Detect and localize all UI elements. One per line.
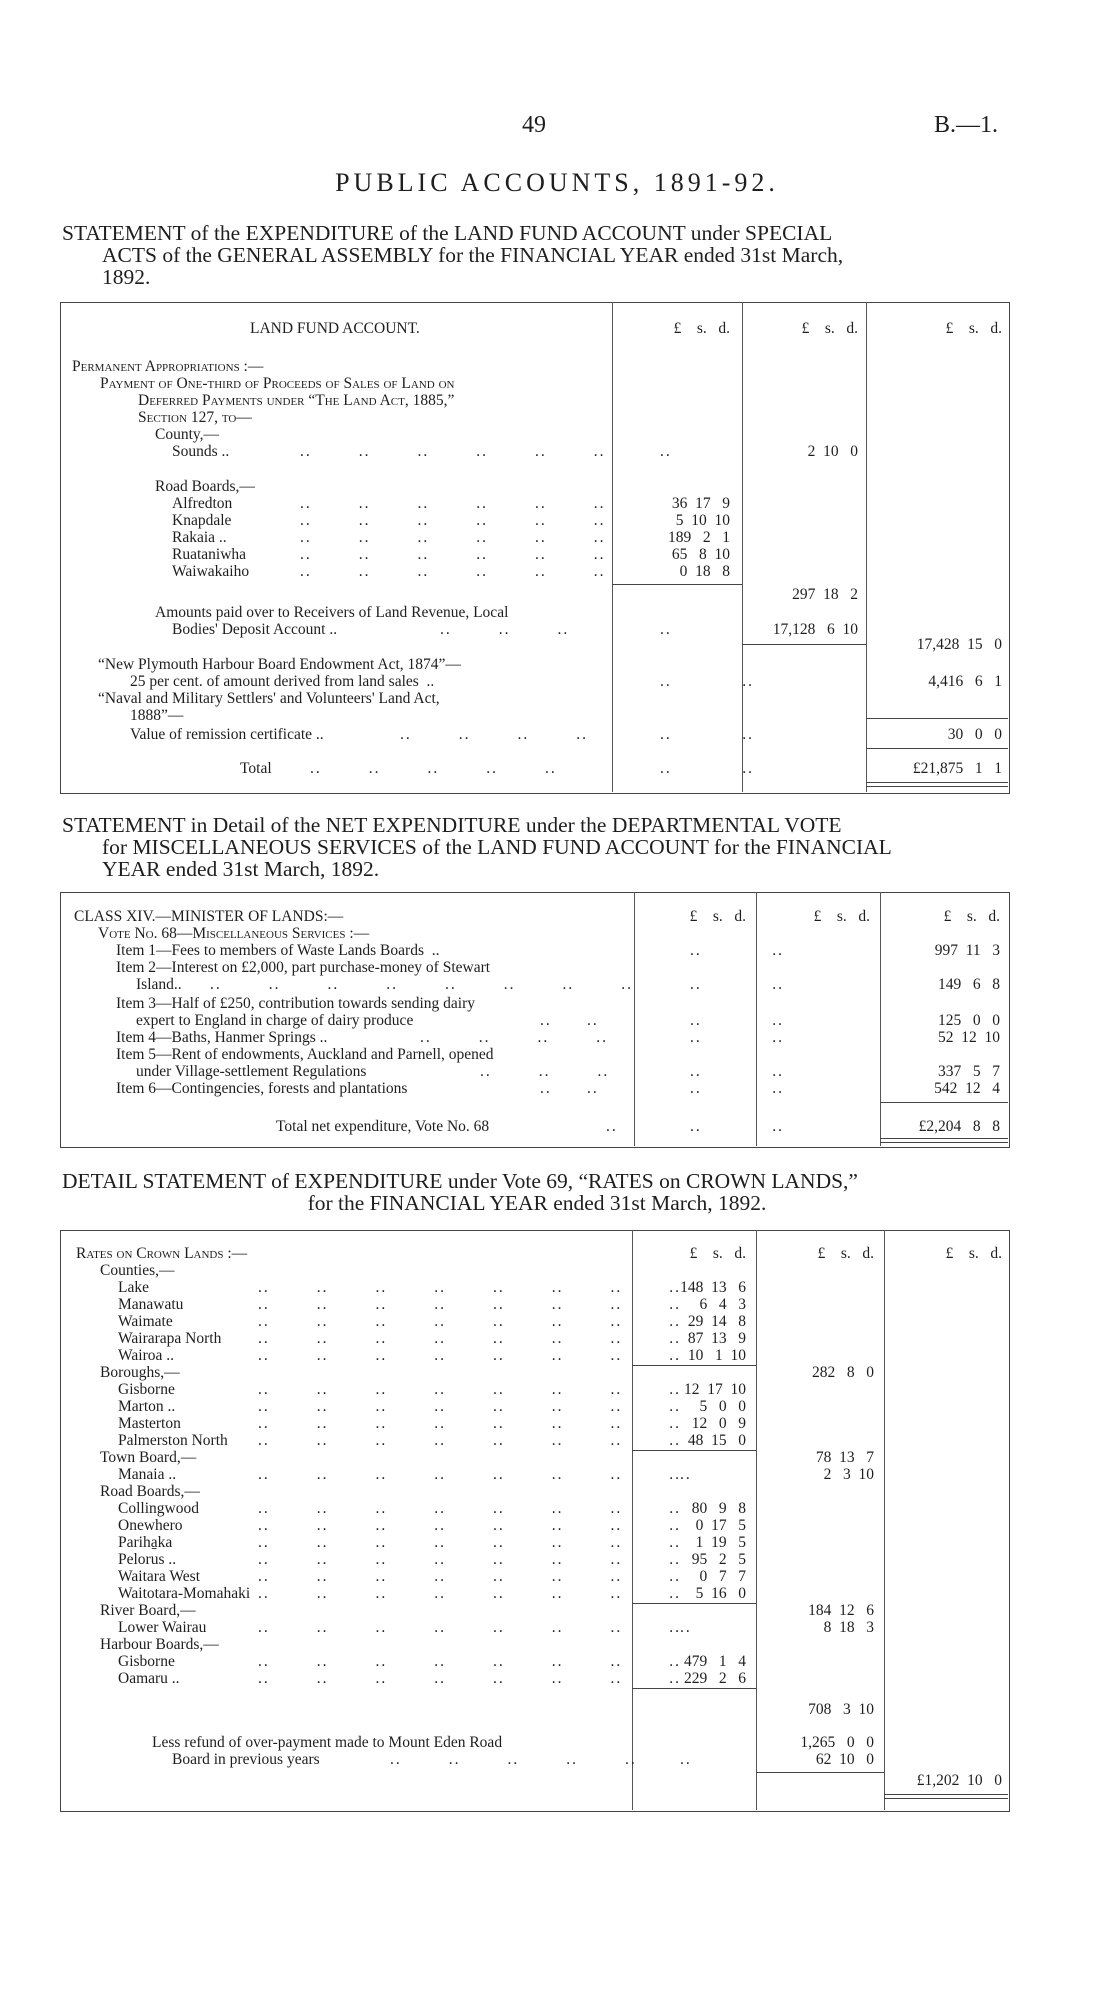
s1-heading-line: 1892. bbox=[102, 265, 151, 289]
leader-dots: .. .. bbox=[690, 1118, 784, 1135]
s2-heading-line: YEAR ended 31st March, 1892. bbox=[102, 857, 380, 881]
leader-dots: .. .. .. .. .. .. .. .. bbox=[258, 1432, 681, 1449]
s3-row-name: Manawatu bbox=[118, 1296, 184, 1313]
s1-payment-line: Section 127, to— bbox=[138, 409, 252, 426]
leader-dots: .. .. .. .. .. .. .. .. bbox=[258, 1415, 681, 1432]
s3-group-total: 708 3 10 bbox=[808, 1701, 874, 1718]
s3-heading-line: for the FINANCIAL YEAR ended 31st March, 1892. bbox=[307, 1191, 767, 1215]
s3-col-divider bbox=[884, 1230, 885, 1810]
s2-col-head-b: £ s. d. bbox=[813, 908, 870, 925]
leader-dots: .. bbox=[680, 1751, 692, 1768]
s1-amounts-value: 17,128 6 10 bbox=[772, 621, 858, 638]
leader-dots: .. .. bbox=[540, 1080, 599, 1097]
s3-row-name: Lake bbox=[118, 1279, 149, 1296]
s2-item-amount: 149 6 8 bbox=[938, 976, 1000, 993]
s2-item: under Village-settlement Regulations bbox=[136, 1063, 367, 1080]
s1-amounts-line: Amounts paid over to Receivers of Land Revenue, Local bbox=[155, 604, 509, 621]
s3-row-name: Waimate bbox=[118, 1313, 173, 1330]
s2-item: Item 1—Fees to members of Waste Lands Boards .. bbox=[116, 942, 440, 959]
s2-item: Item 6—Contingencies, forests and plantations bbox=[116, 1080, 408, 1097]
s1-sounds-label: Sounds .. bbox=[172, 443, 230, 460]
s3-row-amount: 48 15 0 bbox=[687, 1432, 746, 1449]
s1-rb-name: Knapdale bbox=[172, 512, 232, 529]
s3-refund-value: 62 10 0 bbox=[815, 1751, 874, 1768]
s1-total-value: £21,875 1 1 bbox=[912, 760, 1002, 777]
rule bbox=[612, 584, 742, 585]
rule bbox=[756, 1772, 884, 1773]
s2-col-head-c: £ s. d. bbox=[943, 908, 1000, 925]
leader-dots: .. .. .. .. .. .. .. .. bbox=[258, 1670, 681, 1687]
leader-dots: .. .. bbox=[690, 1012, 784, 1029]
s3-row-amount: 148 13 6 bbox=[680, 1279, 746, 1296]
s2-item: Item 5—Rent of endowments, Auckland and Parnell, opened bbox=[116, 1046, 494, 1063]
rule bbox=[880, 1102, 1008, 1103]
s1-total-label: Total bbox=[240, 760, 272, 777]
s1-np-line: 25 per cent. of amount derived from land sales .. bbox=[130, 673, 435, 690]
s3-col-divider bbox=[756, 1230, 757, 1810]
s3-row-amount: 80 9 8 bbox=[691, 1500, 746, 1517]
page-number: 49 bbox=[522, 112, 546, 138]
s1-subtotal: 17,428 15 0 bbox=[916, 636, 1002, 653]
leader-dots: .. bbox=[680, 1619, 692, 1636]
leader-dots: .. .. .. bbox=[440, 621, 570, 638]
s1-amounts-line: Bodies' Deposit Account .. bbox=[172, 621, 338, 638]
s2-item: Item 3—Half of £250, contribution towards sending dairy bbox=[116, 995, 476, 1012]
s3-group-label: Boroughs,— bbox=[100, 1364, 180, 1381]
s3-row-name: Pariha̱ka bbox=[118, 1534, 173, 1551]
leader-dots: .. .. bbox=[690, 942, 784, 959]
s2-heading bbox=[62, 814, 1012, 880]
s3-group-label: Counties,— bbox=[100, 1262, 175, 1279]
s2-total-value: £2,204 8 8 bbox=[918, 1118, 1000, 1135]
s3-group-label: Road Boards,— bbox=[100, 1483, 200, 1500]
s3-row-name: Masterton bbox=[118, 1415, 181, 1432]
s2-vote-label: Vote No. 68—Miscellaneous Services :— bbox=[98, 925, 370, 942]
leader-dots: .. .. bbox=[690, 1080, 784, 1097]
s3-row-amount: 229 2 6 bbox=[684, 1670, 746, 1687]
s3-group-total: 78 13 7 bbox=[815, 1449, 874, 1466]
leader-dots: .. .. .. .. .. .. bbox=[300, 443, 606, 460]
s1-rb-total: 297 18 2 bbox=[792, 586, 858, 603]
s2-col-divider bbox=[634, 892, 635, 1146]
s3-less-line: Board in previous years bbox=[172, 1751, 320, 1768]
s3-row-name: Pelorus .. bbox=[118, 1551, 177, 1568]
s3-group-total: 184 12 6 bbox=[808, 1602, 874, 1619]
leader-dots: .. .. .. .. .. .. .. .. bbox=[258, 1585, 681, 1602]
double-rule bbox=[866, 782, 1008, 787]
s3-row-name: Gisborne bbox=[118, 1653, 175, 1670]
leader-dots: .. .. .. .. .. .. .. .. bbox=[258, 1398, 681, 1415]
s2-item-amount: 52 12 10 bbox=[938, 1029, 1000, 1046]
s3-group-label: Harbour Boards,— bbox=[100, 1636, 219, 1653]
s1-rb-name: Rakaia .. bbox=[172, 529, 227, 546]
s2-heading-line: for MISCELLANEOUS SERVICES of the LAND FUND ACCOUNT for the FINANCIAL bbox=[102, 835, 892, 859]
s2-item: Island.. bbox=[136, 976, 182, 993]
s2-item-amount: 125 0 0 bbox=[938, 1012, 1000, 1029]
s3-row-amount: 8 18 3 bbox=[823, 1619, 874, 1636]
s1-rb-amount: 36 17 9 bbox=[671, 495, 730, 512]
s3-col-head-a: £ s. d. bbox=[689, 1245, 746, 1262]
leader-dots: .. .. .. .. .. .. .. .. bbox=[258, 1347, 681, 1364]
rule bbox=[742, 644, 866, 645]
rule bbox=[632, 1450, 756, 1451]
rule bbox=[866, 748, 1008, 749]
s1-road-boards-label: Road Boards,— bbox=[155, 478, 255, 495]
leader-dots: .. .. .. .. bbox=[420, 1029, 608, 1046]
leader-dots: .. .. bbox=[690, 976, 784, 993]
document-reference: B.—1. bbox=[934, 112, 999, 138]
s3-row-name: Palmerston North bbox=[118, 1432, 228, 1449]
leader-dots: .. .. .. .. .. .. .. .. bbox=[258, 1381, 681, 1398]
rule bbox=[632, 1603, 756, 1604]
s3-row-name: Onewhero bbox=[118, 1517, 183, 1534]
leader-dots: .. .. .. .. .. bbox=[390, 1751, 637, 1768]
s1-heading-line: ACTS of the GENERAL ASSEMBLY for the FINANCIAL YEAR ended 31st March, bbox=[102, 243, 844, 267]
s1-rb-amount: 5 10 10 bbox=[675, 512, 730, 529]
s1-heading-line: STATEMENT of the EXPENDITURE of the LAND FUND ACCOUNT under SPECIAL bbox=[62, 221, 833, 245]
s3-row-name: Gisborne bbox=[118, 1381, 175, 1398]
leader-dots: .. .. .. .. .. .. .. .. bbox=[258, 1619, 681, 1636]
rule bbox=[866, 718, 1008, 719]
rule bbox=[632, 1688, 756, 1689]
s3-row-name: Manaia .. bbox=[118, 1466, 177, 1483]
s3-row-name: Waitotara-Momahaki bbox=[118, 1585, 251, 1602]
s1-col-head-a: £ s. d. bbox=[673, 320, 730, 337]
s2-item: Item 4—Baths, Hanmer Springs .. bbox=[116, 1029, 328, 1046]
s3-row-amount: 1 19 5 bbox=[695, 1534, 746, 1551]
s1-payment-line: Deferred Payments under “The Land Act, 1885,” bbox=[138, 392, 455, 409]
leader-dots: .. bbox=[680, 1466, 692, 1483]
leader-dots: .. .. .. bbox=[480, 1063, 610, 1080]
double-rule bbox=[880, 1138, 1008, 1143]
s1-rb-amount: 65 8 10 bbox=[671, 546, 730, 563]
leader-dots: .. .. .. .. .. bbox=[310, 760, 557, 777]
s3-group-label: Town Board,— bbox=[100, 1449, 197, 1466]
s3-row-amount: 12 0 9 bbox=[691, 1415, 746, 1432]
page-title: PUBLIC ACCOUNTS, 1891-92. bbox=[335, 168, 779, 197]
s3-total-value: £1,202 10 0 bbox=[916, 1772, 1002, 1789]
s2-col-head-a: £ s. d. bbox=[689, 908, 746, 925]
s3-row-name: Wairoa .. bbox=[118, 1347, 174, 1364]
leader-dots: .. .. .. .. bbox=[400, 726, 588, 743]
s3-row-amount: 0 17 5 bbox=[695, 1517, 746, 1534]
s1-rb-name: Waiwakaiho bbox=[172, 563, 250, 580]
s3-sum-value: 1,265 0 0 bbox=[800, 1734, 874, 1751]
leader-dots: .. .. .. .. .. .. .. .. bbox=[258, 1330, 681, 1347]
s3-row-name: Marton .. bbox=[118, 1398, 176, 1415]
s3-row-amount: 95 2 5 bbox=[691, 1551, 746, 1568]
leader-dots: .. bbox=[660, 443, 672, 460]
leader-dots: .. .. .. .. .. .. .. .. bbox=[258, 1551, 681, 1568]
s2-heading-line: STATEMENT in Detail of the NET EXPENDITURE under the DEPARTMENTAL VOTE bbox=[62, 813, 842, 837]
leader-dots: .. .. .. .. .. .. .. .. bbox=[258, 1653, 681, 1670]
leader-dots: .. .. bbox=[690, 1063, 784, 1080]
s3-col-head-c: £ s. d. bbox=[945, 1245, 1002, 1262]
s1-nm-line: 1888”— bbox=[130, 707, 184, 724]
leader-dots: .. .. .. .. .. .. .. .. bbox=[258, 1466, 681, 1483]
s1-rb-amount: 0 18 8 bbox=[679, 563, 730, 580]
s3-row-name: Oamaru .. bbox=[118, 1670, 180, 1687]
s1-rb-name: Ruataniwha bbox=[172, 546, 247, 563]
leader-dots: .. .. bbox=[690, 1029, 784, 1046]
s3-row-name: Lower Wairau bbox=[118, 1619, 207, 1636]
s3-row-amount: 87 13 9 bbox=[687, 1330, 746, 1347]
s3-row-name: Waitara West bbox=[118, 1568, 201, 1585]
s3-col-head-b: £ s. d. bbox=[817, 1245, 874, 1262]
leader-dots: .. .. .. .. .. .. .. .. bbox=[258, 1517, 681, 1534]
s1-nm-value: 30 0 0 bbox=[947, 726, 1002, 743]
s3-row-amount: 0 7 7 bbox=[699, 1568, 746, 1585]
s2-item-amount: 997 11 3 bbox=[934, 942, 1000, 959]
s2-total-label: Total net expenditure, Vote No. 68 bbox=[276, 1118, 490, 1135]
s1-payment-line: Payment of One-third of Proceeds of Sales of Land on bbox=[100, 375, 455, 392]
s3-row-amount: 12 17 10 bbox=[684, 1381, 746, 1398]
s1-np-value: 4,416 6 1 bbox=[928, 673, 1002, 690]
s2-item: expert to England in charge of dairy produce bbox=[136, 1012, 414, 1029]
rule bbox=[632, 1365, 756, 1366]
leader-dots: .. .. .. .. .. .. .. .. bbox=[258, 1279, 681, 1296]
leader-dots: .. .. .. .. .. .. .. .. bbox=[258, 1313, 681, 1330]
s1-nm-line: “Naval and Military Settlers' and Volunteers' Land Act, bbox=[98, 690, 440, 707]
leader-dots: .. .. .. .. .. .. .. .. bbox=[258, 1568, 681, 1585]
s2-class-label: CLASS XIV.—MINISTER OF LANDS:— bbox=[74, 908, 344, 925]
s3-row-name: Collingwood bbox=[118, 1500, 199, 1517]
leader-dots: .. .. bbox=[660, 673, 754, 690]
s3-row-amount: 6 4 3 bbox=[699, 1296, 746, 1313]
s3-row-amount: 5 0 0 bbox=[699, 1398, 746, 1415]
s1-rb-name: Alfredton bbox=[172, 495, 233, 512]
leader-dots: .. bbox=[606, 1118, 618, 1135]
leader-dots: .. .. bbox=[660, 760, 754, 777]
s1-rb-amount: 189 2 1 bbox=[668, 529, 730, 546]
s1-county-label: County,— bbox=[155, 426, 220, 443]
s1-np-line: “New Plymouth Harbour Board Endowment Act, 1874”— bbox=[98, 656, 461, 673]
leader-dots: .. .. .. .. .. .. .. .. bbox=[258, 1500, 681, 1517]
s3-heading-line: DETAIL STATEMENT of EXPENDITURE under Vote 69, “RATES on CROWN LANDS,” bbox=[62, 1169, 858, 1193]
s1-sounds-amount: 2 10 0 bbox=[807, 443, 858, 460]
s2-item-amount: 337 5 7 bbox=[938, 1063, 1000, 1080]
s3-rates-label: Rates on Crown Lands :— bbox=[76, 1245, 248, 1262]
s3-group-label: River Board,— bbox=[100, 1602, 196, 1619]
s3-row-name: Wairarapa North bbox=[118, 1330, 222, 1347]
s2-item-amount: 542 12 4 bbox=[934, 1080, 1000, 1097]
s1-heading bbox=[62, 222, 1012, 288]
s1-col-head-b: £ s. d. bbox=[801, 320, 858, 337]
leader-dots: .. .. .. .. .. .. .. .. bbox=[258, 1296, 681, 1313]
leader-dots: .. .. bbox=[660, 726, 754, 743]
s3-less-line: Less refund of over-payment made to Mount Eden Road bbox=[152, 1734, 503, 1751]
s3-row-amount: 2 3 10 bbox=[823, 1466, 874, 1483]
s1-col-head-c: £ s. d. bbox=[945, 320, 1002, 337]
s1-column-title: LAND FUND ACCOUNT. bbox=[250, 320, 420, 337]
s2-item: Item 2—Interest on £2,000, part purchase-money of Stewart bbox=[116, 959, 491, 976]
leader-dots: .. .. .. .. .. .. .. .. bbox=[258, 1534, 681, 1551]
leader-dots: .. .. .. .. .. .. .. .. .. .. .. .. .. .. .. .. .. .. .. .. .. .. .. .. .. .. .. .. .. .. bbox=[300, 495, 606, 580]
s3-row-amount: 479 1 4 bbox=[684, 1653, 746, 1670]
s1-permanent-appropriations: Permanent Appropriations :— bbox=[72, 358, 264, 375]
s3-row-amount: 5 16 0 bbox=[695, 1585, 746, 1602]
s3-row-amount: 29 14 8 bbox=[687, 1313, 746, 1330]
s3-row-amount: 10 1 10 bbox=[687, 1347, 746, 1364]
leader-dots: .. .. bbox=[540, 1012, 599, 1029]
s1-col-divider bbox=[742, 302, 743, 792]
s1-nm-line: Value of remission certificate .. bbox=[130, 726, 324, 743]
leader-dots: .. .. .. .. .. .. .. .. bbox=[210, 976, 633, 993]
s3-heading bbox=[62, 1170, 1012, 1214]
s3-group-total: 282 8 0 bbox=[812, 1364, 874, 1381]
double-rule bbox=[884, 1794, 1008, 1799]
leader-dots: .. bbox=[660, 621, 672, 638]
